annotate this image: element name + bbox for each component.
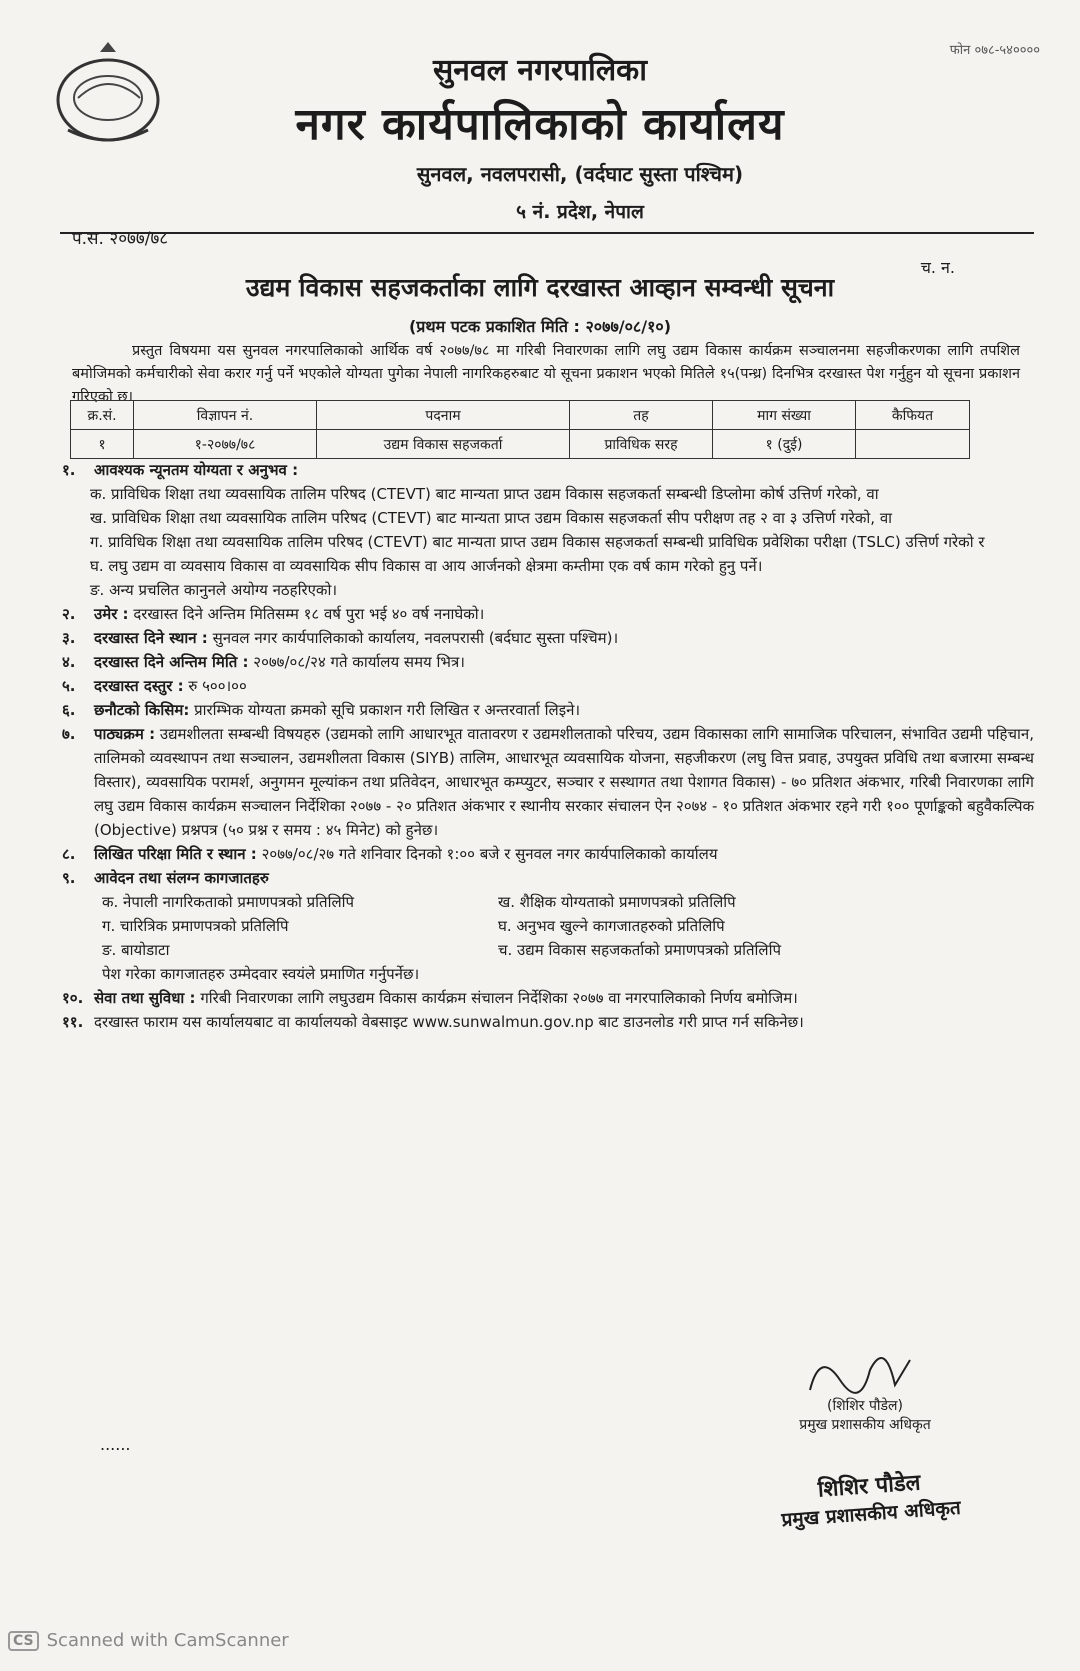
signature-block <box>740 1360 990 1434</box>
section-text: उद्यमशीलता सम्बन्धी विषयहरु (उद्यमको लागि आधारभूत वातावरण र उद्यमशीलताको परिचय, उद्यम विकासका लागि सामाजिक परिचालन, संभावित उद्यमी पहिचान, तालिमको व्यवस्थापन तथा सञ्चालन, उद्यमशीलता विकास (SIYB) तालिम, आधारभूत व्यवसायिक योजना, सहजीकरण (लघु वित्त प्रवाह, उपयुक्त प्रविधि तथा बजारमा सम्बन्ध विस्तार), व्यवसायिक परामर्श, अनुगमन मूल्यांकन तथा प्रतिवेदन, आधारभूत कम्प्युटर, सञ्चार र सस्थागत तथा पेशागत विकास) - ७० प्रतिशत अंकभार, गरिबी निवारणका लागि लघु उद्यम विकास कार्यक्रम सञ्चालन निर्देशिका २०७७ - २० प्रतिशत अंकभार र स्थानीय सरकार संचालन ऐन २०७४ - १० प्रतिशत अंकभार रहने गरी १०० पूर्णाङ्कको बहुवैकल्पिक (Objective) प्रश्नपत्र (५० प्रश्न र समय : ४५ मिनेट) को हुनेछ। <box>94 725 1034 839</box>
section-number: ११. <box>62 1013 84 1031</box>
section-label: दरखास्त दस्तुर : <box>94 677 184 695</box>
section-label: आवश्यक न्यूनतम योग्यता र अनुभव : <box>94 461 299 479</box>
qualification-item: ख. प्राविधिक शिक्षा तथा व्यवसायिक तालिम परिषद (CTEVT) बाट मान्यता प्राप्त उद्यम विकास सहजकर्ता सीप परीक्षण तह २ वा ३ उत्तिर्ण गरेको, वा <box>90 509 893 527</box>
section-number: ३. <box>62 629 76 647</box>
col-header: माग संख्या <box>713 401 856 430</box>
official-stamp <box>738 1461 1001 1535</box>
section-text: दरखास्त फाराम यस कार्यालयबाट वा कार्यालयको वेबसाइट www.sunwalmun.gov.np बाट डाउनलोड गरी प्राप्त गर्न सकिनेछ। <box>94 1013 804 1031</box>
section-place <box>62 626 1034 650</box>
table-header-row <box>71 401 970 430</box>
table-cell: १-२०७७/७८ <box>134 430 317 459</box>
section-text: प्रारम्भिक योग्यता क्रमको सूचि प्रकाशन गरी लिखित र अन्तरवार्ता लिइने। <box>194 701 581 719</box>
publish-date: (प्रथम पटक प्रकाशित मिति : २०७७/०८/१०) <box>408 317 672 336</box>
camscanner-logo-icon: CS <box>8 1631 39 1651</box>
patra-sankhya: प.स. २०७७/७८ <box>72 229 169 249</box>
table-cell: उद्यम विकास सहजकर्ता <box>317 430 570 459</box>
section-label: छनौटको किसिम: <box>94 701 190 719</box>
section-number: १०. <box>62 989 84 1007</box>
municipality-name: सुनवल नगरपालिका <box>433 53 647 88</box>
address-line-2: ५ नं. प्रदेश, नेपाल <box>516 201 644 223</box>
table-cell: १ <box>71 430 134 459</box>
chalani-number: च. न. <box>920 258 955 277</box>
section-number: ७. <box>62 725 76 743</box>
section-text: २०७७/०८/२७ गते शनिवार दिनको १:०० बजे र सुनवल नगर कार्यपालिकाको कार्यालय <box>261 845 718 863</box>
document-item: च. उद्यम विकास सहजकर्ताको प्रमाणपत्रको प्रतिलिपि <box>498 941 782 959</box>
col-header: तह <box>570 401 713 430</box>
top-reference-mark: फोन ०७८-५४०००० <box>949 43 1040 58</box>
document-item: क. नेपाली नागरिकताको प्रमाणपत्रको प्रतिलिपि <box>102 893 355 911</box>
office-name: नगर कार्यपालिकाको कार्यालय <box>295 99 785 150</box>
table-cell: १ (दुई) <box>713 430 856 459</box>
qualification-item: ङ. अन्य प्रचलित कानुनले अयोग्य नठहरिएको। <box>90 581 338 599</box>
section-number: ४. <box>62 653 76 671</box>
section-qualification <box>62 458 1034 482</box>
section-label: दरखास्त दिने अन्तिम मिति : <box>94 653 249 671</box>
section-deadline <box>62 650 1034 674</box>
section-label: सेवा तथा सुविधा : <box>94 989 196 1007</box>
section-fee <box>62 674 1034 698</box>
col-header: कैफियत <box>856 401 970 430</box>
section-label: पाठ्यक्रम : <box>94 725 156 743</box>
document-item: ग. चारित्रिक प्रमाणपत्रको प्रतिलिपि <box>102 917 289 935</box>
notice-intro: प्रस्तुत विषयमा यस सुनवल नगरपालिकाको आर्थिक वर्ष २०७७/७८ मा गरिबी निवारणका लागि लघु उद्यम विकास कार्यक्रम सञ्चालनमा सहजीकरणका लागि तपशिल बमोजिमको कर्मचारीको सेवा करार गर्नु पर्ने भएकोले योग्यता पुगेका नेपाली नागरिकहरुबाट यो सूचना प्रकाशन भएको मितिले १५(पन्ध्र) दिनभित्र दरखास्त पेश गर्नुहुन यो सूचना प्रकाशन गरिएको छ। <box>72 343 1020 405</box>
section-text: गरिबी निवारणका लागि लघुउद्यम विकास कार्यक्रम संचालन निर्देशिका २०७७ वा नगरपालिकाको निर्णय बमोजिम। <box>200 989 798 1007</box>
section-selection <box>62 698 1034 722</box>
section-text: दरखास्त दिने अन्तिम मितिसम्म १८ वर्ष पुरा भई ४० वर्ष ननाघेको। <box>133 605 485 623</box>
section-label: दरखास्त दिने स्थान : <box>94 629 208 647</box>
col-header: विज्ञापन नं. <box>134 401 317 430</box>
section-number: १. <box>62 461 76 479</box>
section-label: उमेर : <box>94 605 129 623</box>
documents-note: पेश गरेका कागजातहरु उम्मेदवार स्वयंले प्रमाणित गर्नुपर्नेछ। <box>102 965 420 983</box>
signatory-name: (शिशिर पौडेल) <box>827 1398 903 1414</box>
section-label: लिखित परिक्षा मिति र स्थान : <box>94 845 257 863</box>
qualification-item: घ. लघु उद्यम वा व्यवसाय विकास वा व्यवसायिक सीप विकास वा आय आर्जनको क्षेत्रमा कम्तीमा एक वर्ष काम गरेको हुनु पर्ने। <box>90 557 763 575</box>
section-number: ६. <box>62 701 76 719</box>
section-label: आवेदन तथा संलग्न कागजातहरु <box>94 869 269 887</box>
section-age <box>62 602 1034 626</box>
signatory-title: प्रमुख प्रशासकीय अधिकृत <box>799 1417 931 1433</box>
vacancy-table <box>70 400 970 459</box>
section-text: सुनवल नगर कार्यपालिकाको कार्यालय, नवलपरासी (बर्दघाट सुस्ता पश्चिम)। <box>212 629 619 647</box>
documents-list <box>62 890 1034 986</box>
table-cell <box>856 430 970 459</box>
section-number: ५. <box>62 677 76 695</box>
document-item: ख. शैक्षिक योग्यताको प्रमाणपत्रको प्रतिलिपि <box>498 893 736 911</box>
section-form <box>62 1010 1034 1034</box>
notice-title: उद्यम विकास सहजकर्ताका लागि दरखास्त आव्हान सम्वन्धी सूचना <box>245 273 835 302</box>
address-line-1: सुनवल, नवलपरासी, (वर्दघाट सुस्ता पश्चिम) <box>416 162 744 186</box>
section-documents <box>62 866 1034 890</box>
camscanner-watermark <box>8 1630 289 1651</box>
col-header: क्र.सं. <box>71 401 134 430</box>
dotted-line: ...... <box>100 1435 131 1454</box>
section-text: रु ५००।०० <box>188 677 247 695</box>
section-exam <box>62 842 1034 866</box>
table-cell: प्राविधिक सरह <box>570 430 713 459</box>
section-number: २. <box>62 605 76 623</box>
section-number: ८. <box>62 845 76 863</box>
section-facilities <box>62 986 1034 1010</box>
notice-body <box>62 458 1034 1034</box>
camscanner-text: Scanned with CamScanner <box>46 1630 289 1651</box>
section-text: २०७७/०८/२४ गते कार्यालय समय भित्र। <box>253 653 465 671</box>
col-header: पदनाम <box>317 401 570 430</box>
qualification-item: ग. प्राविधिक शिक्षा तथा व्यवसायिक तालिम परिषद (CTEVT) बाट मान्यता प्राप्त उद्यम विकास सहजकर्ता सम्बन्धी प्राविधिक प्रवेशिका परीक्षा (TSLC) उत्तिर्ण गरेको र <box>90 533 985 551</box>
stamp-name: शिशिर पौडेल <box>817 1470 922 1503</box>
section-syllabus <box>62 722 1034 842</box>
document-item: घ. अनुभव खुल्ने कागजातहरुको प्रतिलिपि <box>498 917 725 935</box>
header-divider <box>60 232 1034 234</box>
stamp-title: प्रमुख प्रशासकीय अधिकृत <box>780 1496 962 1532</box>
document-item: ङ. बायोडाटा <box>102 941 170 959</box>
section-number: ९. <box>62 869 76 887</box>
qualification-item: क. प्राविधिक शिक्षा तथा व्यवसायिक तालिम परिषद (CTEVT) बाट मान्यता प्राप्त उद्यम विकास सहजकर्ता सम्बन्धी डिप्लोमा कोर्ष उत्तिर्ण गरेको, वा <box>90 485 879 503</box>
table-row <box>71 430 970 459</box>
